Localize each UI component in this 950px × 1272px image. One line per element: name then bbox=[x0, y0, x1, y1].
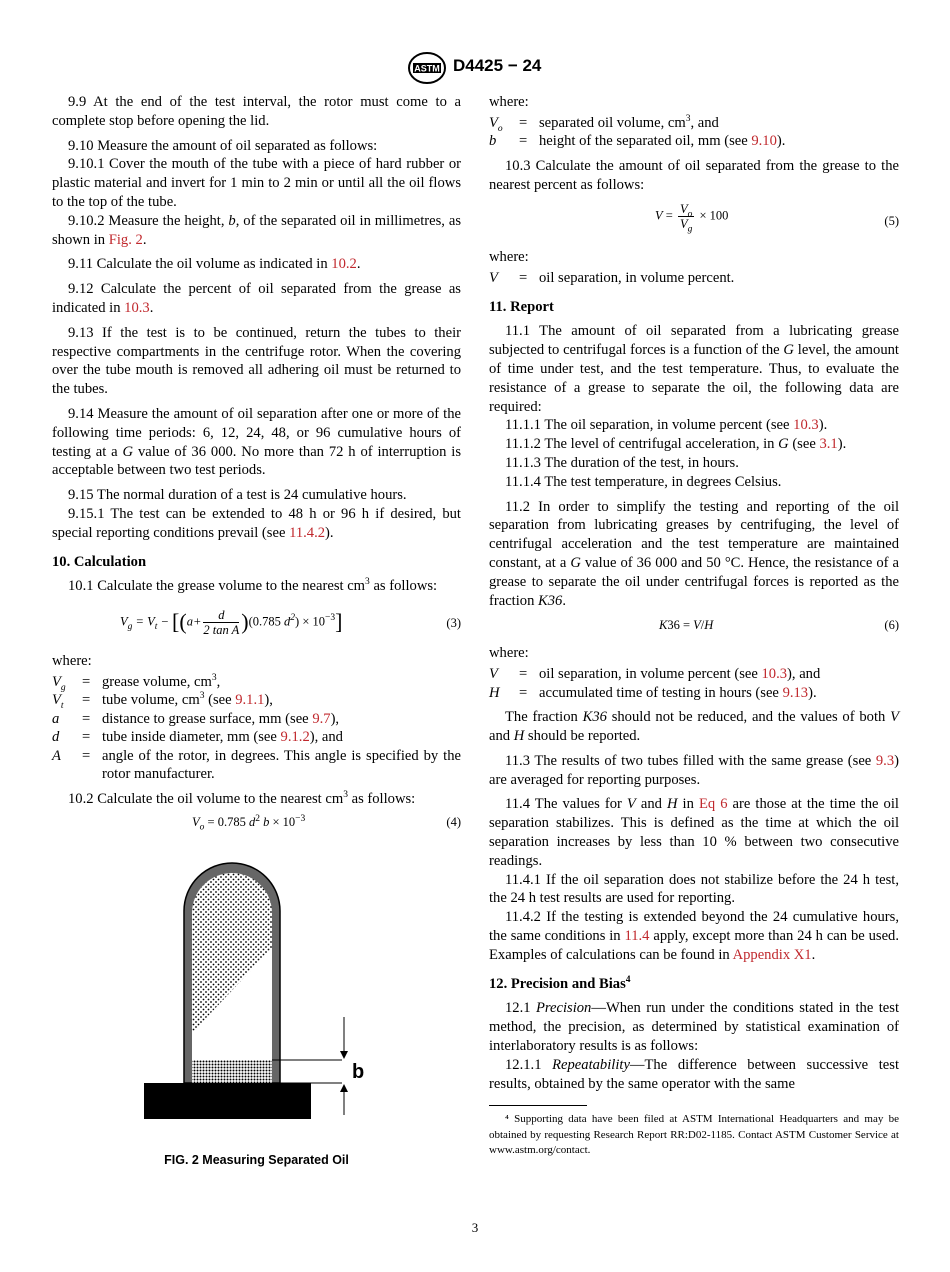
equation-6-link[interactable]: Eq 6 bbox=[698, 796, 728, 813]
section-heading-calculation: 10. Calculation bbox=[52, 553, 147, 570]
para-11-1-1: 11.1.1 The oil separation, in volume percent (see 10.3). bbox=[505, 417, 828, 434]
definition-row: $V_o$ = separated oil volume, $cm^3$, and bbox=[489, 113, 719, 134]
document-id: D4425 − 24 bbox=[453, 56, 542, 75]
where-label: where: bbox=[489, 249, 529, 266]
definition-row: H = accumulated time of testing in hours (see 9.13). bbox=[489, 684, 817, 701]
page-header bbox=[0, 48, 950, 88]
section-9-7-link[interactable]: 9.7 bbox=[312, 710, 331, 727]
para-10-3: 10.3 Calculate the amount of oil separated from the grease to the nearest percent as follows: bbox=[489, 157, 899, 193]
definition-row: $V_t$ = tube volume, $cm^3$ (see 9.1.1), bbox=[52, 691, 273, 712]
para-12-1-1: 12.1.1 Repeatability—The difference between successive test results, obtained by the same operator with the same bbox=[489, 1056, 900, 1092]
equation-6: K36 = V/H (6) bbox=[489, 612, 899, 638]
where-label: where: bbox=[52, 653, 92, 670]
height-b-label: b bbox=[352, 1060, 365, 1083]
para-11-1: 11.1 The amount of oil separated from a lubricating grease subjected to centrifugal forces is a function of the G level, the amount of time under test, and the test temperature. Thus, to evaluate the resistance of a grease to separate the oil, the following data are required: bbox=[489, 323, 899, 415]
para-12-1: 12.1 Precision—When run under the conditions stated in the test method, the precision, as determined by statistical examination of interlaboratory results is as follows: bbox=[489, 1000, 899, 1054]
equation-number: (3) bbox=[446, 616, 461, 631]
para-11-1-2: 11.1.2 The level of centrifugal acceleration, in G (see 3.1). bbox=[505, 436, 847, 453]
definition-row: V = oil separation, in volume percent (see 10.3), and bbox=[489, 666, 821, 683]
definition-row: b = height of the separated oil, mm (see 9.10). bbox=[489, 133, 786, 150]
equation-number: (5) bbox=[884, 214, 899, 229]
separated-oil-diagram bbox=[52, 853, 461, 1141]
section-3-1-link[interactable]: 3.1 bbox=[819, 436, 838, 453]
para-9-10: 9.10 Measure the amount of oil separated as follows: bbox=[68, 137, 378, 154]
section-heading-precision-bias: 12. Precision and Bias$^4$ bbox=[489, 974, 631, 992]
section-10-3-link[interactable]: 10.3 bbox=[761, 666, 788, 683]
section-11-4-link[interactable]: 11.4 bbox=[624, 928, 650, 944]
section-9-3-link[interactable]: 9.3 bbox=[875, 752, 895, 769]
section-9-1-2-link[interactable]: 9.1.2 bbox=[280, 729, 310, 746]
footnote-divider bbox=[489, 1105, 587, 1106]
section-10-2-link[interactable]: 10.2 bbox=[331, 256, 357, 273]
para-9-12: 9.12 Calculate the percent of oil separated from the grease as indicated in 10.3. bbox=[52, 281, 461, 316]
where-label: where: bbox=[489, 94, 529, 110]
section-9-1-1-link[interactable]: 9.1.1 bbox=[235, 692, 265, 709]
left-column bbox=[52, 93, 462, 1167]
section-9-10-link[interactable]: 9.10 bbox=[751, 133, 777, 150]
svg-text:ASTM: ASTM bbox=[414, 63, 440, 74]
tube-base bbox=[144, 1083, 311, 1119]
where-label: where: bbox=[489, 645, 529, 662]
para-9-10-2: 9.10.2 Measure the height, b, of the separated oil in millimetres, as shown in Fig. 2. bbox=[52, 212, 462, 248]
fig-2-link[interactable]: Fig. 2 bbox=[108, 231, 143, 248]
para-10-2: 10.2 Calculate the oil volume to the nearest $cm^3$ as follows: bbox=[68, 790, 416, 807]
definition-row: d = tube inside diameter, mm (see 9.1.2), and bbox=[52, 729, 343, 746]
footnote-4: ⁴ Supporting data have been filed at ASTM International Headquarters and may be obtained by requesting Research Report RR:D02-1185. Contact ASTM Customer Service at www.astm.org/contact. bbox=[489, 1113, 899, 1157]
para-9-10-1: 9.10.1 Cover the mouth of the tube with a piece of hard rubber or plastic material and invert for 1 min to 2 min or until all the oil flows to the top of the tube. bbox=[52, 156, 461, 210]
para-11-1-4: 11.1.4 The test temperature, in degrees Celsius. bbox=[505, 473, 782, 490]
para-11-4: 11.4 The values for V and H in Eq 6 are those at the time the oil separation stabilizes. This is defined as the time at which the oil separation increases by less than 10 % between two consecutive readings. bbox=[489, 796, 899, 869]
para-11-1-3: 11.1.3 The duration of the test, in hours. bbox=[505, 455, 739, 472]
definition-row: V = oil separation, in volume percent. bbox=[489, 270, 735, 287]
figure-2 bbox=[52, 853, 461, 1167]
section-11-4-2-link[interactable]: 11.4.2 bbox=[289, 524, 326, 541]
right-column bbox=[489, 93, 899, 1159]
equation-3: $V_g = V_t - [(a+$ $\frac{d}{\text{2 tan A}}$ )(0.785 $d^2) \times 10^{-3}$] (3) bbox=[120, 608, 461, 638]
section-heading-report: 11. Report bbox=[489, 298, 554, 315]
para-9-15: 9.15 The normal duration of a test is 24 cumulative hours. bbox=[68, 487, 407, 504]
para-10-1: 10.1 Calculate the grease volume to the nearest $cm^3$ as follows: bbox=[68, 577, 438, 595]
equation-number: (6) bbox=[884, 618, 899, 633]
section-10-3-link[interactable]: 10.3 bbox=[124, 299, 150, 316]
appendix-x1-link[interactable]: Appendix X1 bbox=[732, 946, 812, 963]
equation-number: (4) bbox=[446, 814, 461, 829]
equation-4: $V_o = 0.785$ $d^2$ $b \times 10^{-3}$ (4) bbox=[192, 813, 461, 833]
definitions-table bbox=[489, 114, 785, 151]
section-10-3-link[interactable]: 10.3 bbox=[793, 417, 819, 434]
definitions-table bbox=[489, 665, 820, 702]
para-11-3: 11.3 The results of two tubes filled with the same grease (see 9.3) are averaged for reporting purposes. bbox=[489, 752, 899, 788]
para-9-13: 9.13 If the test is to be continued, return the tubes to their respective compartments in the centrifuge rotor. When the covering over the tube mouth is removed all adhering oil must be returned to the tubes. bbox=[52, 324, 461, 398]
definitions-table bbox=[489, 269, 734, 288]
definition-row: $V_g$ = grease volume, $cm^3$, bbox=[52, 673, 221, 693]
section-9-13-link[interactable]: 9.13 bbox=[782, 684, 809, 701]
equation-5: V = $\frac{V_o}{V_g}$ × 100 (5) bbox=[655, 202, 899, 235]
para-9-14: 9.14 Measure the amount of oil separation after one or more of the following time periods: 6, 12, 24, 48, or 96 cumulative hours of testing at a G value of 36 000. No more than 72 h of interruption is acceptable between two test periods. bbox=[52, 405, 461, 479]
para-9-11: 9.11 Calculate the oil volume as indicated in 10.2. bbox=[68, 256, 361, 273]
para-fraction-note: The fraction K36 should not be reduced, and the values of both V and H should be reported. bbox=[489, 709, 899, 745]
para-11-4-2: 11.4.2 If the testing is extended beyond the 24 cumulative hours, the same conditions in 11.4 apply, except more than 24 h can be used. Examples of calculations can be found in Appendix X1. bbox=[489, 909, 899, 963]
definitions-table bbox=[52, 673, 461, 784]
definition-row: a = distance to grease surface, mm (see 9.7), bbox=[52, 710, 340, 727]
definition-row: A = angle of the rotor, in degrees. This angle is specified by the rotor manufacturer. bbox=[52, 747, 461, 783]
para-9-9: 9.9 At the end of the test interval, the rotor must come to a complete stop before opening the lid. bbox=[52, 94, 461, 129]
para-9-15-1: 9.15.1 The test can be extended to 48 h or 96 h if desired, but special reporting conditions prevail (see 11.4.2). bbox=[52, 505, 461, 541]
para-11-2: 11.2 In order to simplify the testing and reporting of the oil separation from lubricating greases by centrifuging, the level of centrifugal acceleration and the test temperature are maintained constant, at a G value of 36 000 and 50 °C. Hence, the resistance of a grease to separate the oil under centrifugal forces is reported as the fraction K36. bbox=[489, 498, 899, 609]
astm-logo-icon bbox=[407, 52, 447, 84]
figure-caption: FIG. 2 Measuring Separated Oil bbox=[164, 1152, 349, 1167]
page-number: 3 bbox=[471, 1220, 479, 1235]
para-11-4-1: 11.4.1 If the oil separation does not stabilize before the 24 h test, the 24 h test results are used for reporting. bbox=[489, 871, 899, 907]
